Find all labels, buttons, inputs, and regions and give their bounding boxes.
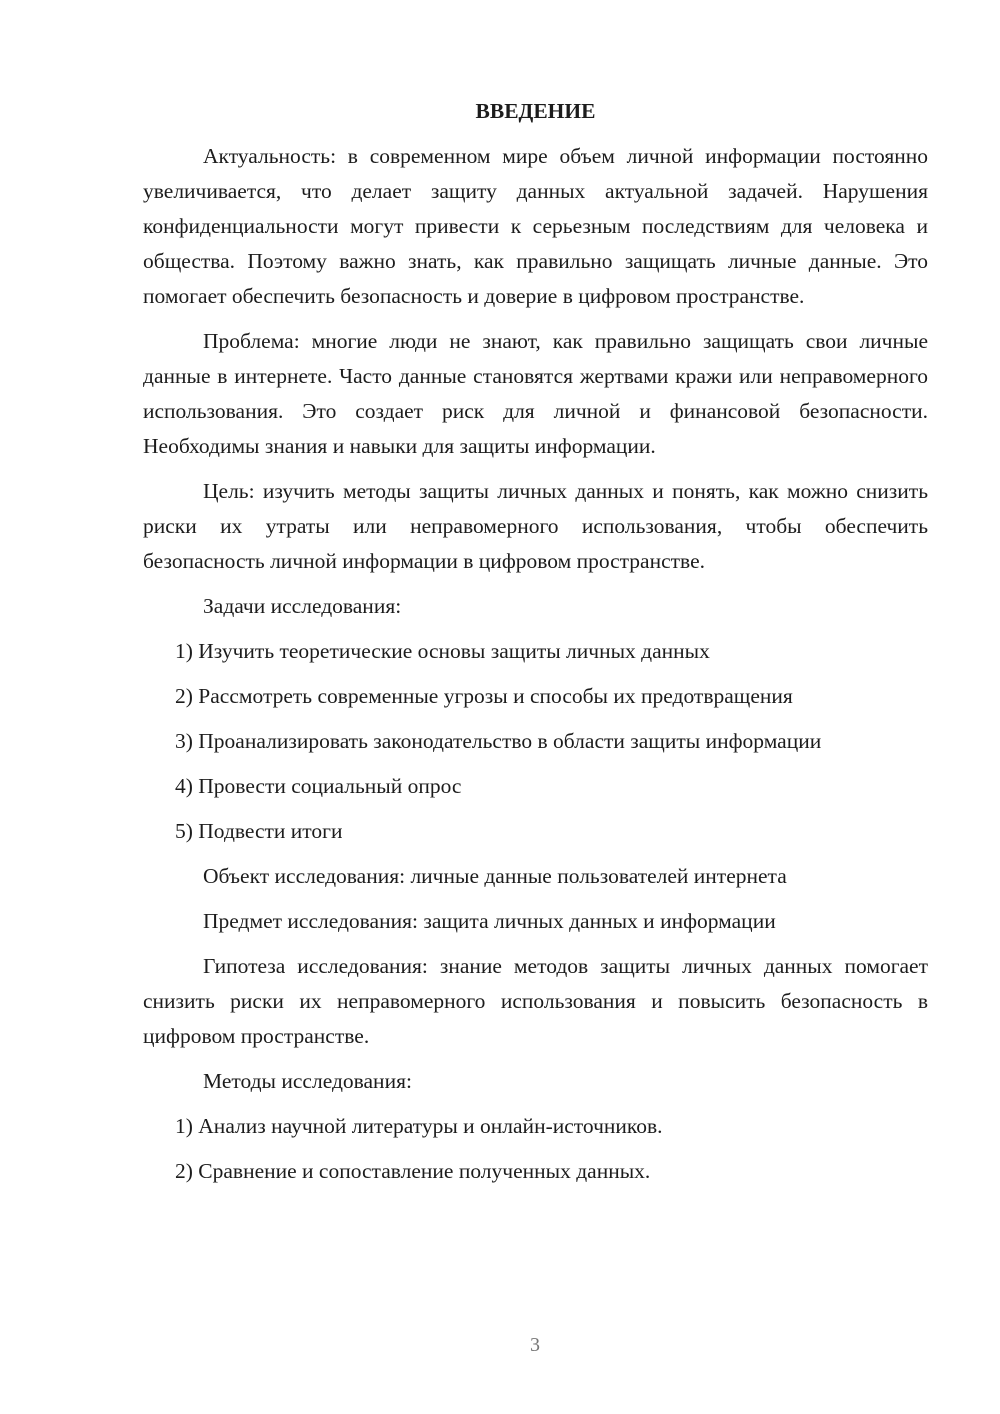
task-item-4: 4) Провести социальный опрос [175, 774, 462, 798]
subject-line: Предмет исследования: защита личных данных и информации [203, 909, 776, 933]
task-item-3: 3) Проанализировать законодательство в области защиты информации [175, 729, 822, 753]
problem-paragraph: Проблема: многие люди не знают, как правильно защищать свои личные данные в интернете. Часто данные становятся жертвами кражи или неправомерного использования. Это создает риск для личной и финансовой безопасности. Необходимы знания и навыки для защиты информации. [143, 329, 928, 458]
methods-heading: Методы исследования: [203, 1069, 412, 1093]
task-item-5: 5) Подвести итоги [175, 819, 343, 843]
tasks-heading: Задачи исследования: [203, 594, 402, 618]
task-item-1: 1) Изучить теоретические основы защиты личных данных [175, 639, 710, 663]
task-item-2: 2) Рассмотреть современные угрозы и способы их предотвращения [175, 684, 793, 708]
page-number: 3 [530, 1334, 540, 1356]
page-title: ВВЕДЕНИЕ [475, 99, 596, 123]
relevance-paragraph: Актуальность: в современном мире объем личной информации постоянно увеличивается, что делает защиту данных актуальной задачей. Нарушения конфиденциальности могут привести к серьезным последствиям для человека и общества. Поэтому важно знать, как правильно защищать личные данные. Это помогает обеспечить безопасность и доверие в цифровом пространстве. [143, 144, 928, 308]
object-line: Объект исследования: личные данные пользователей интернета [203, 864, 787, 888]
method-item-1: 1) Анализ научной литературы и онлайн-источников. [175, 1114, 663, 1138]
method-item-2: 2) Сравнение и сопоставление полученных данных. [175, 1159, 651, 1183]
goal-paragraph: Цель: изучить методы защиты личных данных и понять, как можно снизить риски их утраты или неправомерного использования, чтобы обеспечить безопасность личной информации в цифровом пространстве. [143, 479, 928, 573]
document-page [143, 96, 928, 1199]
hypothesis-paragraph: Гипотеза исследования: знание методов защиты личных данных помогает снизить риски их неправомерного использования и повысить безопасность в цифровом пространстве. [143, 954, 928, 1048]
